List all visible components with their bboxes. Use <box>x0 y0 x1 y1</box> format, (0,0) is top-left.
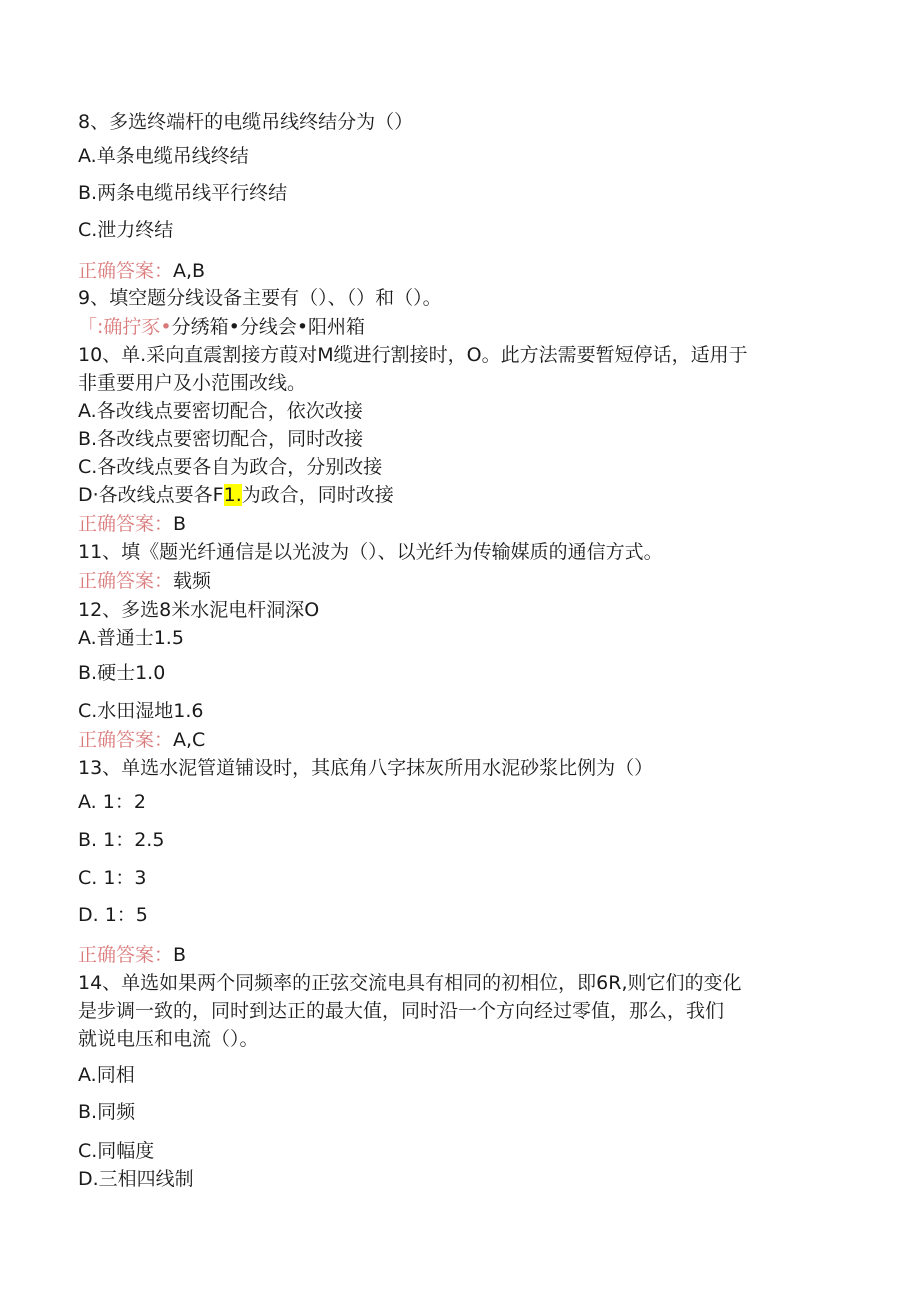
answer-label: 正确答案： <box>78 570 174 592</box>
q12-option-c: C.水田湿地1.6 <box>78 700 204 722</box>
answer-label: 正确答案： <box>78 513 174 535</box>
q13-option-d: D. 1：5 <box>78 904 148 926</box>
q13-option-c: C. 1：3 <box>78 867 147 889</box>
q12-option-a: A.普通士1.5 <box>78 627 184 649</box>
q10-stem-line1: 10、单.采向直震割接方葭对M缆进行割接时，O。此方法需要暂短停话，适用于 <box>78 344 748 366</box>
q14-stem-line2: 是步调一致的，同时到达正的最大值，同时沿一个方向经过零值，那么，我们 <box>78 1000 725 1022</box>
answer-value: A,B <box>173 260 206 282</box>
q8-stem: 8、多选终端杆的电缆吊线终结分为（） <box>78 111 414 133</box>
answer-label: 正确答案： <box>78 944 174 966</box>
q10-option-b: B.各改线点要密切配合，同时改接 <box>78 428 364 450</box>
q14-option-d: D.三相四线制 <box>78 1168 194 1190</box>
q12-answer <box>78 727 205 753</box>
q12-stem: 12、多选8米水泥电杆洞深O <box>78 599 320 621</box>
q10-option-d <box>78 482 394 508</box>
q13-answer <box>78 942 186 968</box>
q13-stem: 13、单选水泥管道铺设时，其底角八字抹灰所用水泥砂浆比例为（） <box>78 757 654 779</box>
q12-option-b: B.硬士1.0 <box>78 662 166 684</box>
q11-answer <box>78 568 211 594</box>
q8-answer <box>78 258 205 284</box>
highlighted-text: 1. <box>223 484 242 506</box>
q9-answer <box>78 314 365 340</box>
option-d-text-pre: D·各改线点要各F <box>78 484 224 506</box>
q14-stem-line3: 就说电压和电流（）。 <box>78 1028 259 1050</box>
q10-stem-line2: 非重要用户及小范围改线。 <box>78 372 307 394</box>
q8-option-c: C.泄力终结 <box>78 219 174 241</box>
q10-option-a: A.各改线点要密切配合，依次改接 <box>78 400 363 422</box>
q13-option-b: B. 1：2.5 <box>78 829 165 851</box>
answer-value: 分绣箱•分线会•阳州箱 <box>171 316 366 338</box>
q14-option-b: B.同频 <box>78 1101 136 1123</box>
answer-value: A,C <box>173 729 206 751</box>
q11-stem: 11、填《题光纤通信是以光波为（）、以光纤为传输媒质的通信方式。 <box>78 541 663 563</box>
answer-label: 正确答案： <box>78 260 174 282</box>
q14-option-c: C.同幅度 <box>78 1140 155 1162</box>
q8-option-b: B.两条电缆吊线平行终结 <box>78 182 288 204</box>
q9-stem: 9、填空题分线设备主要有（）、（）和（）。 <box>78 287 442 309</box>
q8-option-a: A.单条电缆吊线终结 <box>78 145 249 167</box>
answer-value: B <box>173 513 187 535</box>
answer-value: 载频 <box>173 570 212 592</box>
answer-label: 「:确拧豕• <box>78 316 172 338</box>
q14-option-a: A.同相 <box>78 1064 135 1086</box>
q10-option-c: C.各改线点要各自为政合，分别改接 <box>78 456 383 478</box>
answer-value: B <box>173 944 187 966</box>
q13-option-a: A. 1：2 <box>78 791 146 813</box>
answer-label: 正确答案： <box>78 729 174 751</box>
q14-stem-line1: 14、单选如果两个同频率的正弦交流电具有相同的初相位，即6R,则它们的变化 <box>78 972 742 994</box>
option-d-text-post: 为政合，同时改接 <box>241 484 394 506</box>
q10-answer <box>78 511 186 537</box>
